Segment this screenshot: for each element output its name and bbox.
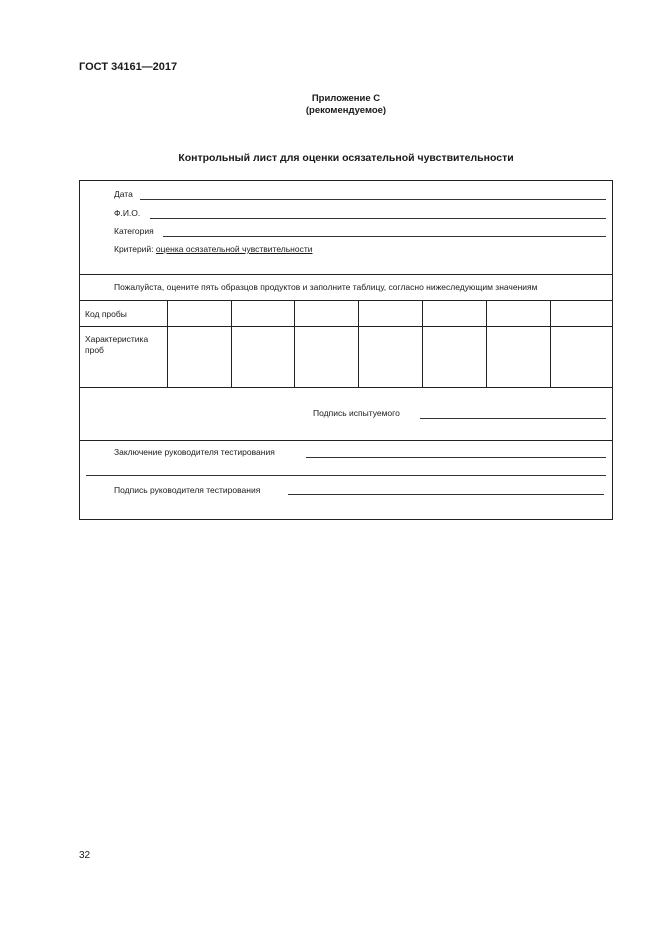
document-title: Контрольный лист для оценки осязательной чувствительности bbox=[178, 152, 514, 164]
category-field[interactable] bbox=[163, 236, 606, 237]
manager-signature-field[interactable] bbox=[288, 494, 604, 495]
conclusion-field[interactable] bbox=[306, 457, 606, 458]
table-col-line bbox=[422, 300, 423, 387]
checklist-form bbox=[79, 180, 613, 520]
subject-signature-field[interactable] bbox=[420, 418, 606, 419]
criterion-label: Критерий: bbox=[114, 244, 154, 254]
divider bbox=[80, 440, 612, 441]
name-field[interactable] bbox=[150, 218, 606, 219]
sample-code-label: Код пробы bbox=[85, 309, 127, 319]
date-field[interactable] bbox=[140, 199, 606, 200]
date-label: Дата bbox=[114, 189, 133, 199]
criterion-value: оценка осязательной чувствительности bbox=[155, 244, 313, 254]
divider bbox=[80, 387, 612, 388]
conclusion-field-line2[interactable] bbox=[86, 475, 606, 476]
appendix-title: Приложение С bbox=[311, 93, 381, 104]
table-col-line bbox=[294, 300, 295, 387]
table-col-line bbox=[486, 300, 487, 387]
table-row-divider bbox=[80, 326, 612, 327]
standard-number: ГОСТ 34161—2017 bbox=[79, 61, 178, 73]
page-number: 32 bbox=[79, 850, 91, 861]
table-col-line bbox=[167, 300, 168, 387]
manager-signature-label: Подпись руководителя тестирования bbox=[114, 485, 261, 495]
name-label: Ф.И.О. bbox=[114, 208, 141, 218]
table-col-line bbox=[550, 300, 551, 387]
instruction-text: Пожалуйста, оцените пять образцов продуктов и заполните таблицу, согласно нижеследующим значениям bbox=[114, 282, 538, 292]
subject-signature-label: Подпись испытуемого bbox=[313, 408, 400, 418]
appendix-subtitle: (рекомендуемое) bbox=[305, 105, 387, 116]
divider bbox=[80, 274, 612, 275]
divider bbox=[80, 300, 612, 301]
criterion-row bbox=[114, 244, 312, 255]
category-label: Категория bbox=[114, 226, 154, 236]
table-col-line bbox=[358, 300, 359, 387]
conclusion-label: Заключение руководителя тестирования bbox=[114, 447, 275, 457]
table-col-line bbox=[231, 300, 232, 387]
sample-characteristic-label: Характеристика проб bbox=[85, 334, 149, 355]
